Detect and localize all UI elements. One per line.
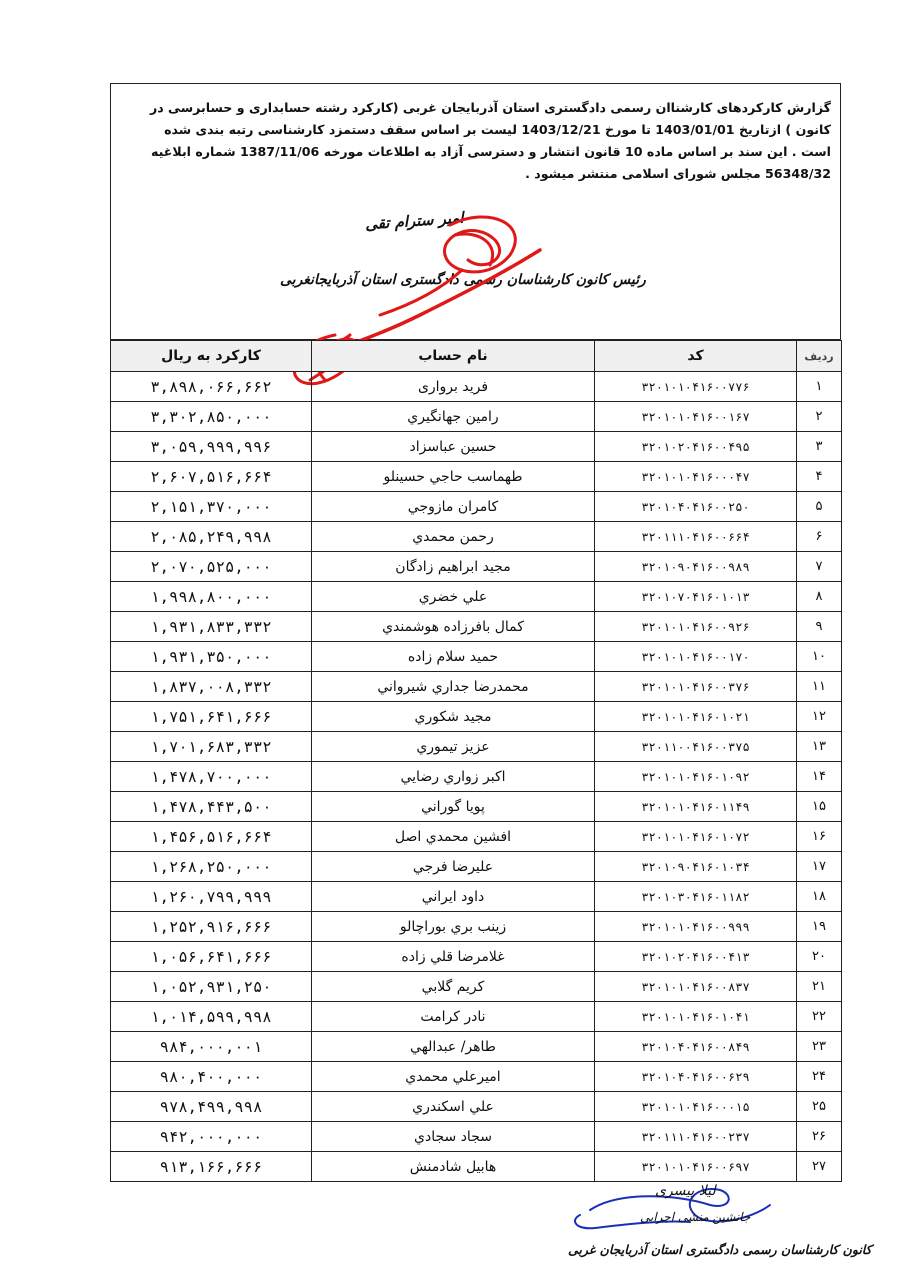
amount-cell: ۲,۶۰۷,۵۱۶,۶۶۴ — [111, 462, 312, 492]
code-cell: ۳۲۰۱۰۳۰۴۱۶۰۱۱۸۲ — [595, 882, 797, 912]
table-row — [111, 642, 842, 672]
signer-title: رئیس کانون کارشناسان رسمی دادگستری استان آذربایجانغربی — [280, 272, 646, 288]
table-row — [111, 672, 842, 702]
report-description — [115, 97, 831, 185]
amount-cell: ۱,۰۵۶,۶۴۱,۶۶۶ — [111, 942, 312, 972]
table-row — [111, 1062, 842, 1092]
footer-signer-org: کانون کارشناسان رسمی دادگستری استان آذربایجان غربی — [568, 1242, 872, 1257]
index-cell: ۵ — [797, 492, 842, 522]
table-row — [111, 432, 842, 462]
code-cell: ۳۲۰۱۰۲۰۴۱۶۰۰۴۹۵ — [595, 432, 797, 462]
code-column-header: کد — [595, 341, 797, 372]
index-cell: ۲۵ — [797, 1092, 842, 1122]
code-cell: ۳۲۰۱۰۱۰۴۱۶۰۰۰۴۷ — [595, 462, 797, 492]
earnings-table — [110, 340, 842, 1182]
amount-cell: ۹۴۲,۰۰۰,۰۰۰ — [111, 1122, 312, 1152]
amount-cell: ۹۸۰,۴۰۰,۰۰۰ — [111, 1062, 312, 1092]
name-cell: پويا گوراني — [312, 792, 595, 822]
amount-cell: ۲,۱۵۱,۳۷۰,۰۰۰ — [111, 492, 312, 522]
code-cell: ۳۲۰۱۰۹۰۴۱۶۰۰۹۸۹ — [595, 552, 797, 582]
amount-cell: ۹۷۸,۴۹۹,۹۹۸ — [111, 1092, 312, 1122]
amount-cell: ۳,۸۹۸,۰۶۶,۶۶۲ — [111, 372, 312, 402]
table-row — [111, 702, 842, 732]
index-cell: ۱۷ — [797, 852, 842, 882]
table-row — [111, 972, 842, 1002]
name-cell: علي اسكندري — [312, 1092, 595, 1122]
amount-cell: ۱,۸۳۷,۰۰۸,۳۳۲ — [111, 672, 312, 702]
name-column-header: نام حساب — [312, 341, 595, 372]
table-row — [111, 732, 842, 762]
code-cell: ۳۲۰۱۰۱۰۴۱۶۰۰۶۹۷ — [595, 1152, 797, 1182]
index-cell: ۱۵ — [797, 792, 842, 822]
table-body — [111, 372, 842, 1182]
name-cell: كريم گلابي — [312, 972, 595, 1002]
table-row — [111, 522, 842, 552]
index-cell: ۲۴ — [797, 1062, 842, 1092]
index-cell: ۳ — [797, 432, 842, 462]
name-cell: نادر كرامت — [312, 1002, 595, 1032]
code-cell: ۳۲۰۱۱۱۰۴۱۶۰۰۲۳۷ — [595, 1122, 797, 1152]
name-cell: سجاد سجادي — [312, 1122, 595, 1152]
name-cell: طاهر/ عبدالهي — [312, 1032, 595, 1062]
footer-signer-role: جانشین منشی اجرایی — [640, 1210, 751, 1224]
name-cell: رحمن محمدي — [312, 522, 595, 552]
name-cell: كمال بافرزاده هوشمندي — [312, 612, 595, 642]
description-line: گزارش کارکردهای کارشناان رسمی دادگستری استان آذربایجان غربی (کارکرد رشته حسابداری و حسابرسی در — [149, 100, 831, 115]
amount-cell: ۱,۰۵۲,۹۳۱,۲۵۰ — [111, 972, 312, 1002]
name-cell: رامين جهانگيري — [312, 402, 595, 432]
amount-cell: ۹۱۳,۱۶۶,۶۶۶ — [111, 1152, 312, 1182]
name-cell: افشين محمدي اصل — [312, 822, 595, 852]
name-cell: عليرضا فرجي — [312, 852, 595, 882]
index-cell: ۴ — [797, 462, 842, 492]
table-header-row — [111, 341, 842, 372]
code-cell: ۳۲۰۱۰۴۰۴۱۶۰۰۲۵۰ — [595, 492, 797, 522]
name-cell: اكبر زواري رضايي — [312, 762, 595, 792]
index-cell: ۱۱ — [797, 672, 842, 702]
index-cell: ۱۴ — [797, 762, 842, 792]
amount-cell: ۱,۲۶۰,۷۹۹,۹۹۹ — [111, 882, 312, 912]
index-cell: ۱۶ — [797, 822, 842, 852]
table-row — [111, 942, 842, 972]
code-cell: ۳۲۰۱۰۱۰۴۱۶۰۰۰۱۵ — [595, 1092, 797, 1122]
table-row — [111, 912, 842, 942]
name-cell: حميد سلام زاده — [312, 642, 595, 672]
index-cell: ۱۹ — [797, 912, 842, 942]
name-cell: محمدرضا جداري شيرواني — [312, 672, 595, 702]
index-cell: ۱۰ — [797, 642, 842, 672]
code-cell: ۳۲۰۱۰۱۰۴۱۶۰۰۳۷۶ — [595, 672, 797, 702]
index-cell: ۶ — [797, 522, 842, 552]
code-cell: ۳۲۰۱۰۴۰۴۱۶۰۰۸۴۹ — [595, 1032, 797, 1062]
table-row — [111, 1092, 842, 1122]
table-row — [111, 882, 842, 912]
code-cell: ۳۲۰۱۰۱۰۴۱۶۰۰۹۹۹ — [595, 912, 797, 942]
table-row — [111, 372, 842, 402]
amount-cell: ۱,۴۵۶,۵۱۶,۶۶۴ — [111, 822, 312, 852]
code-cell: ۳۲۰۱۰۲۰۴۱۶۰۰۴۱۳ — [595, 942, 797, 972]
table-row — [111, 552, 842, 582]
index-cell: ۱ — [797, 372, 842, 402]
amount-cell: ۱,۰۱۴,۵۹۹,۹۹۸ — [111, 1002, 312, 1032]
name-cell: غلامرضا قلي زاده — [312, 942, 595, 972]
amount-cell: ۱,۹۹۸,۸۰۰,۰۰۰ — [111, 582, 312, 612]
name-cell: حسين عباسزاد — [312, 432, 595, 462]
index-cell: ۸ — [797, 582, 842, 612]
name-cell: اميرعلي محمدي — [312, 1062, 595, 1092]
amount-cell: ۳,۰۵۹,۹۹۹,۹۹۶ — [111, 432, 312, 462]
index-cell: ۲۰ — [797, 942, 842, 972]
index-cell: ۲۷ — [797, 1152, 842, 1182]
name-cell: علي خضري — [312, 582, 595, 612]
index-cell: ۲۱ — [797, 972, 842, 1002]
description-line: است . این سند بر اساس ماده 10 قانون انتشار و دسترسی آزاد به اطلاعات مورخه 1387/11/06 شماره ابلاغیه — [151, 144, 831, 159]
footer-signer-name: لیلا پیسری — [655, 1183, 716, 1199]
name-cell: مجيد ابراهيم زادگان — [312, 552, 595, 582]
index-cell: ۱۲ — [797, 702, 842, 732]
index-column-header: ردیف — [797, 341, 842, 372]
table-row — [111, 1122, 842, 1152]
amount-cell: ۹۸۴,۰۰۰,۰۰۱ — [111, 1032, 312, 1062]
table-row — [111, 822, 842, 852]
table-row — [111, 582, 842, 612]
amount-cell: ۲,۰۸۵,۲۴۹,۹۹۸ — [111, 522, 312, 552]
amount-cell: ۱,۹۳۱,۸۳۳,۳۳۲ — [111, 612, 312, 642]
code-cell: ۳۲۰۱۰۱۰۴۱۶۰۱۰۹۲ — [595, 762, 797, 792]
amount-cell: ۱,۲۶۸,۲۵۰,۰۰۰ — [111, 852, 312, 882]
index-cell: ۲۳ — [797, 1032, 842, 1062]
table-row — [111, 852, 842, 882]
table-row — [111, 612, 842, 642]
index-cell: ۷ — [797, 552, 842, 582]
amount-cell: ۲,۰۷۰,۵۲۵,۰۰۰ — [111, 552, 312, 582]
amount-cell: ۱,۴۷۸,۷۰۰,۰۰۰ — [111, 762, 312, 792]
index-cell: ۲ — [797, 402, 842, 432]
name-cell: زينب بري بوراچالو — [312, 912, 595, 942]
code-cell: ۳۲۰۱۰۱۰۴۱۶۰۰۸۳۷ — [595, 972, 797, 1002]
code-cell: ۳۲۰۱۰۱۰۴۱۶۰۱۰۴۱ — [595, 1002, 797, 1032]
table-row — [111, 1032, 842, 1062]
table-row — [111, 462, 842, 492]
code-cell: ۳۲۰۱۰۱۰۴۱۶۰۱۰۲۱ — [595, 702, 797, 732]
name-cell: فريد بروارى — [312, 372, 595, 402]
table-row — [111, 792, 842, 822]
table-row — [111, 1002, 842, 1032]
amount-cell: ۱,۲۵۲,۹۱۶,۶۶۶ — [111, 912, 312, 942]
code-cell: ۳۲۰۱۰۱۰۴۱۶۰۱۰۷۲ — [595, 822, 797, 852]
code-cell: ۳۲۰۱۰۷۰۴۱۶۰۱۰۱۳ — [595, 582, 797, 612]
amount-cell: ۱,۴۷۸,۴۴۳,۵۰۰ — [111, 792, 312, 822]
code-cell: ۳۲۰۱۰۱۰۴۱۶۰۱۱۴۹ — [595, 792, 797, 822]
amount-cell: ۱,۹۳۱,۳۵۰,۰۰۰ — [111, 642, 312, 672]
code-cell: ۳۲۰۱۱۰۰۴۱۶۰۰۳۷۵ — [595, 732, 797, 762]
table-row — [111, 762, 842, 792]
amount-cell: ۳,۳۰۲,۸۵۰,۰۰۰ — [111, 402, 312, 432]
index-cell: ۱۳ — [797, 732, 842, 762]
amount-cell: ۱,۷۰۱,۶۸۳,۳۳۲ — [111, 732, 312, 762]
table-row — [111, 492, 842, 522]
signer-name: امیر سترام تقی — [364, 208, 465, 234]
code-cell: ۳۲۰۱۰۴۰۴۱۶۰۰۶۲۹ — [595, 1062, 797, 1092]
code-cell: ۳۲۰۱۰۱۰۴۱۶۰۰۱۶۷ — [595, 402, 797, 432]
name-cell: هابيل شادمنش — [312, 1152, 595, 1182]
code-cell: ۳۲۰۱۰۱۰۴۱۶۰۰۹۲۶ — [595, 612, 797, 642]
index-cell: ۲۲ — [797, 1002, 842, 1032]
description-line: 56348/32 مجلس شورای اسلامی منتشر میشود . — [525, 166, 831, 181]
name-cell: عزيز تيموري — [312, 732, 595, 762]
index-cell: ۱۸ — [797, 882, 842, 912]
description-line: کانون ) ازتاریخ 1403/01/01 تا مورخ 1403/12/21 لیست بر اساس سقف دستمزد کارشناسی رتبه بندی شده — [164, 122, 831, 137]
code-cell: ۳۲۰۱۱۱۰۴۱۶۰۰۶۶۴ — [595, 522, 797, 552]
code-cell: ۳۲۰۱۰۱۰۴۱۶۰۰۷۷۶ — [595, 372, 797, 402]
code-cell: ۳۲۰۱۰۱۰۴۱۶۰۰۱۷۰ — [595, 642, 797, 672]
amount-column-header: کارکرد به ریال — [111, 341, 312, 372]
amount-cell: ۱,۷۵۱,۶۴۱,۶۶۶ — [111, 702, 312, 732]
name-cell: مجيد شكوري — [312, 702, 595, 732]
index-cell: ۹ — [797, 612, 842, 642]
name-cell: طهماسب حاجي حسينلو — [312, 462, 595, 492]
index-cell: ۲۶ — [797, 1122, 842, 1152]
table-row — [111, 402, 842, 432]
name-cell: كامران مازوجي — [312, 492, 595, 522]
name-cell: داود ايراني — [312, 882, 595, 912]
code-cell: ۳۲۰۱۰۹۰۴۱۶۰۱۰۳۴ — [595, 852, 797, 882]
